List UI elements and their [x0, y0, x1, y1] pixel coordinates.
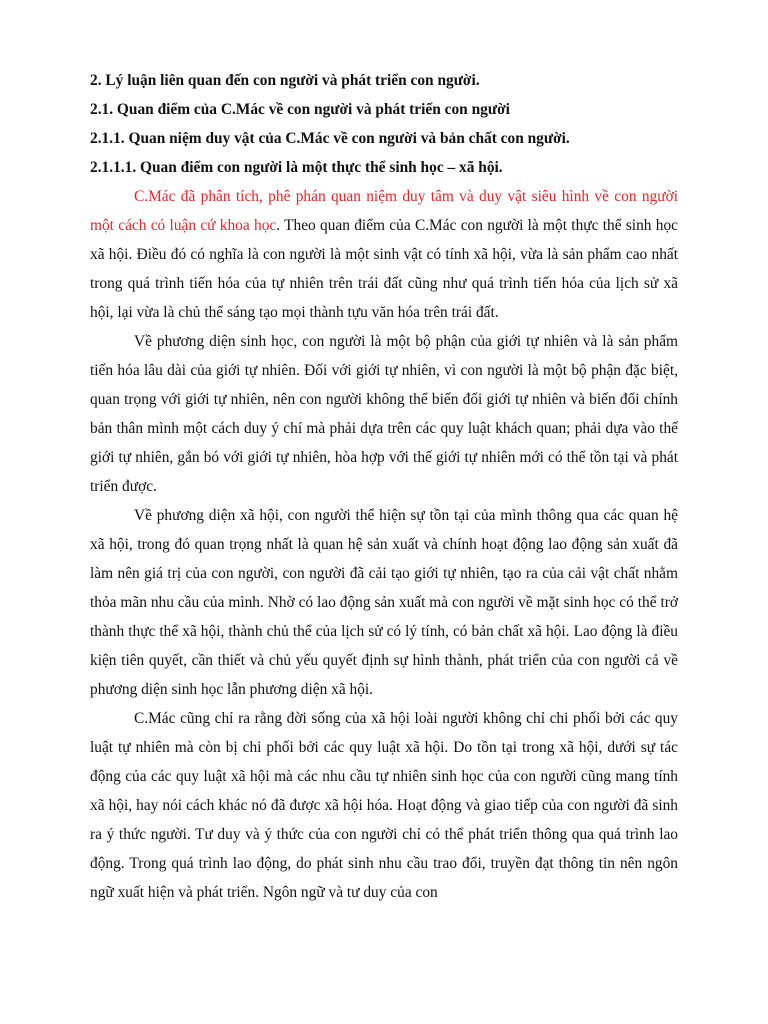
paragraph-1: [90, 182, 678, 327]
paragraph-4: C.Mác cũng chỉ ra rằng đời sống của xã hội loài người không chỉ chi phối bởi các quy luật tự nhiên mà còn bị chi phối bởi các quy luật xã hội. Do tồn tại trong xã hội, dưới sự tác động của các quy luật xã hội mà các nhu cầu tự nhiên sinh học của con người cũng mang tính xã hội, hay nói cách khác nó đã được xã hội hóa. Hoạt động và giao tiếp của con người đã sinh ra ý thức người. Tư duy và ý thức của con người chỉ có thể phát triển thông qua quá trình lao động. Trong quá trình lao động, do phát sinh nhu cầu trao đổi, truyền đạt thông tin nên ngôn ngữ xuất hiện và phát triển. Ngôn ngữ và tư duy của con: [90, 710, 678, 901]
highlighted-sentence: C.Mác đã phân tích, phê phán quan niệm duy tâm và duy vật siêu hình về con người một cách có luận cứ khoa học: [90, 188, 678, 234]
document-page: [90, 66, 678, 907]
section-heading-2-1-1-1: 2.1.1.1. Quan điểm con người là một thực thể sinh học – xã hội.: [90, 159, 503, 176]
paragraph-1-text: . Theo quan điểm của C.Mác con người là một thực thể sinh học xã hội. Điều đó có nghĩa là con người là một sinh vật có tính xã hội, vừa là sản phẩm cao nhất trong quá trình tiến hóa của tự nhiên trên trái đất cũng như quá trình tiến hóa của lịch sử xã hội, lại vừa là chủ thể sáng tạo mọi thành tựu văn hóa trên trái đất.: [90, 217, 678, 321]
section-heading-2-1: 2.1. Quan điểm của C.Mác về con người và phát triển con người: [90, 101, 510, 118]
section-heading-2-1-1: 2.1.1. Quan niệm duy vật của C.Mác về con người và bản chất con người.: [90, 130, 570, 147]
section-heading-2: 2. Lý luận liên quan đến con người và phát triển con người.: [90, 72, 480, 89]
paragraph-2: Về phương diện sinh học, con người là một bộ phận của giới tự nhiên và là sản phẩm tiến hóa lâu dài của giới tự nhiên. Đối với giới tự nhiên, vì con người là một bộ phận đặc biệt, quan trọng với giới tự nhiên, nên con người không thể biến đổi giới tự nhiên và biến đổi chính bản thân mình một cách duy ý chí mà phải dựa trên các quy luật khách quan; phải dựa vào thế giới tự nhiên, gắn bó với giới tự nhiên, hòa hợp với thế giới tự nhiên mới có thể tồn tại và phát triển được.: [90, 333, 678, 495]
paragraph-3: Về phương diện xã hội, con người thể hiện sự tồn tại của mình thông qua các quan hệ xã hội, trong đó quan trọng nhất là quan hệ sản xuất và chính hoạt động lao động sản xuất đã làm nên giá trị của con người, con người đã cải tạo giới tự nhiên, tạo ra của cải vật chất nhằm thỏa mãn nhu cầu của mình. Nhờ có lao động sản xuất mà con người về mặt sinh học có thể trở thành thực thể xã hội, thành chủ thể của lịch sử có lý tính, có bản chất xã hội. Lao động là điều kiện tiên quyết, cần thiết và chủ yếu quyết định sự hình thành, phát triển của con người cả về phương diện sinh học lẫn phương diện xã hội.: [90, 507, 678, 698]
